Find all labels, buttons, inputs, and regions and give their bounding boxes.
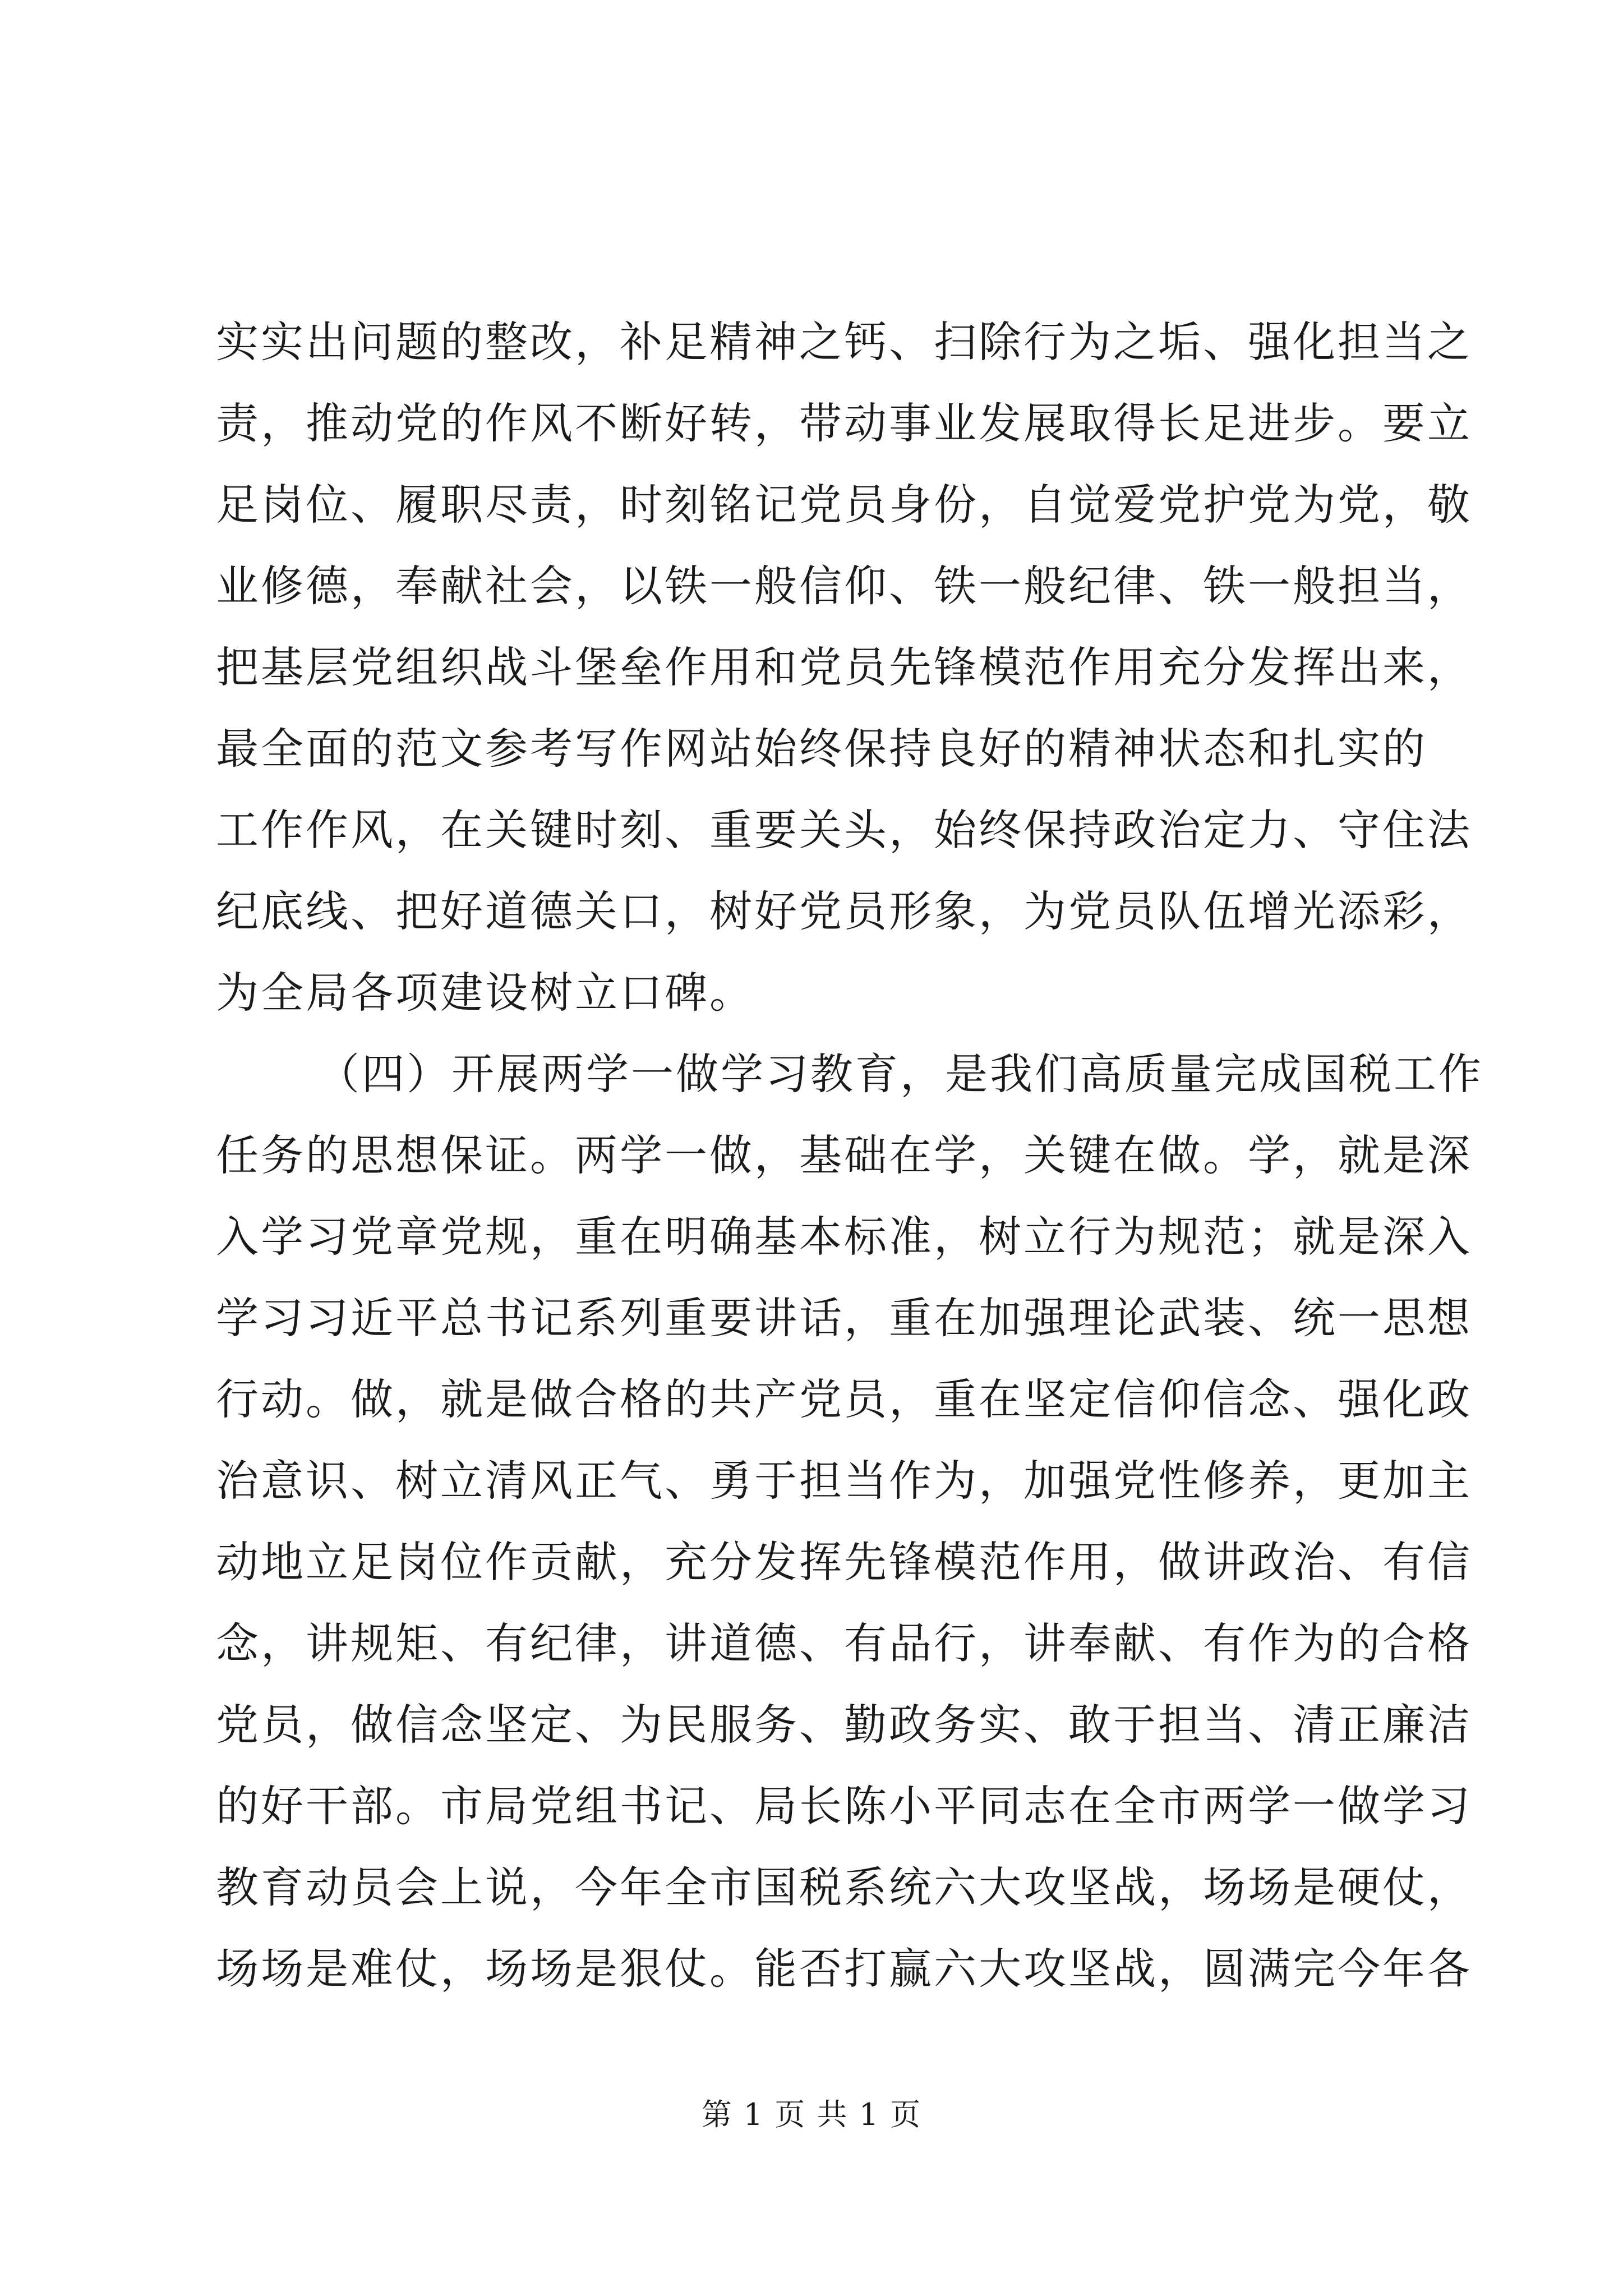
text-line: 教育动员会上说，今年全市国税系统六大攻坚战，场场是硬仗， xyxy=(216,1862,1472,1912)
text-line: 为全局各项建设树立口碑。 xyxy=(216,968,754,1018)
paragraph-start-line: （四）开展两学一做学习教育，是我们高质量完成国税工作 xyxy=(317,1049,1483,1099)
text-line: 的好干部。市局党组书记、局长陈小平同志在全市两学一做学习 xyxy=(216,1781,1472,1831)
text-line: 工作作风，在关键时刻、重要关头，始终保持政治定力、守住法 xyxy=(216,805,1472,855)
text-line: 责，推动党的作风不断好转，带动事业发展取得长足进步。要立 xyxy=(216,398,1472,448)
text-line: 行动。做，就是做合格的共产党员，重在坚定信仰信念、强化政 xyxy=(216,1374,1472,1424)
text-line: 最全面的范文参考写作网站始终保持良好的精神状态和扎实的 xyxy=(216,724,1427,774)
page-number-footer: 第 1 页 共 1 页 xyxy=(701,2097,922,2132)
text-line: 党员，做信念坚定、为民服务、勤政务实、敢于担当、清正廉洁 xyxy=(216,1700,1472,1750)
text-line: 念，讲规矩、有纪律，讲道德、有品行，讲奉献、有作为的合格 xyxy=(216,1618,1472,1668)
text-line: 实实出问题的整改，补足精神之钙、扫除行为之垢、强化担当之 xyxy=(216,317,1472,367)
text-line: 纪底线、把好道德关口，树好党员形象，为党员队伍增光添彩， xyxy=(216,886,1472,936)
text-line: 业修德，奉献社会，以铁一般信仰、铁一般纪律、铁一般担当， xyxy=(216,561,1472,611)
text-line: 足岗位、履职尽责，时刻铭记党员身份，自觉爱党护党为党，敬 xyxy=(216,480,1472,530)
text-line: 入学习党章党规，重在明确基本标准，树立行为规范；就是深入 xyxy=(216,1212,1472,1262)
text-line: 学习习近平总书记系列重要讲话，重在加强理论武装、统一思想 xyxy=(216,1293,1472,1343)
text-line: 动地立足岗位作贡献，充分发挥先锋模范作用，做讲政治、有信 xyxy=(216,1537,1472,1587)
text-line: 任务的思想保证。两学一做，基础在学，关键在做。学，就是深 xyxy=(216,1130,1472,1180)
text-line: 治意识、树立清风正气、勇于担当作为，加强党性修养，更加主 xyxy=(216,1456,1472,1506)
text-line: 场场是难仗，场场是狠仗。能否打赢六大攻坚战，圆满完今年各 xyxy=(216,1944,1472,1994)
text-line: 把基层党组织战斗堡垒作用和党员先锋模范作用充分发挥出来， xyxy=(216,642,1472,692)
